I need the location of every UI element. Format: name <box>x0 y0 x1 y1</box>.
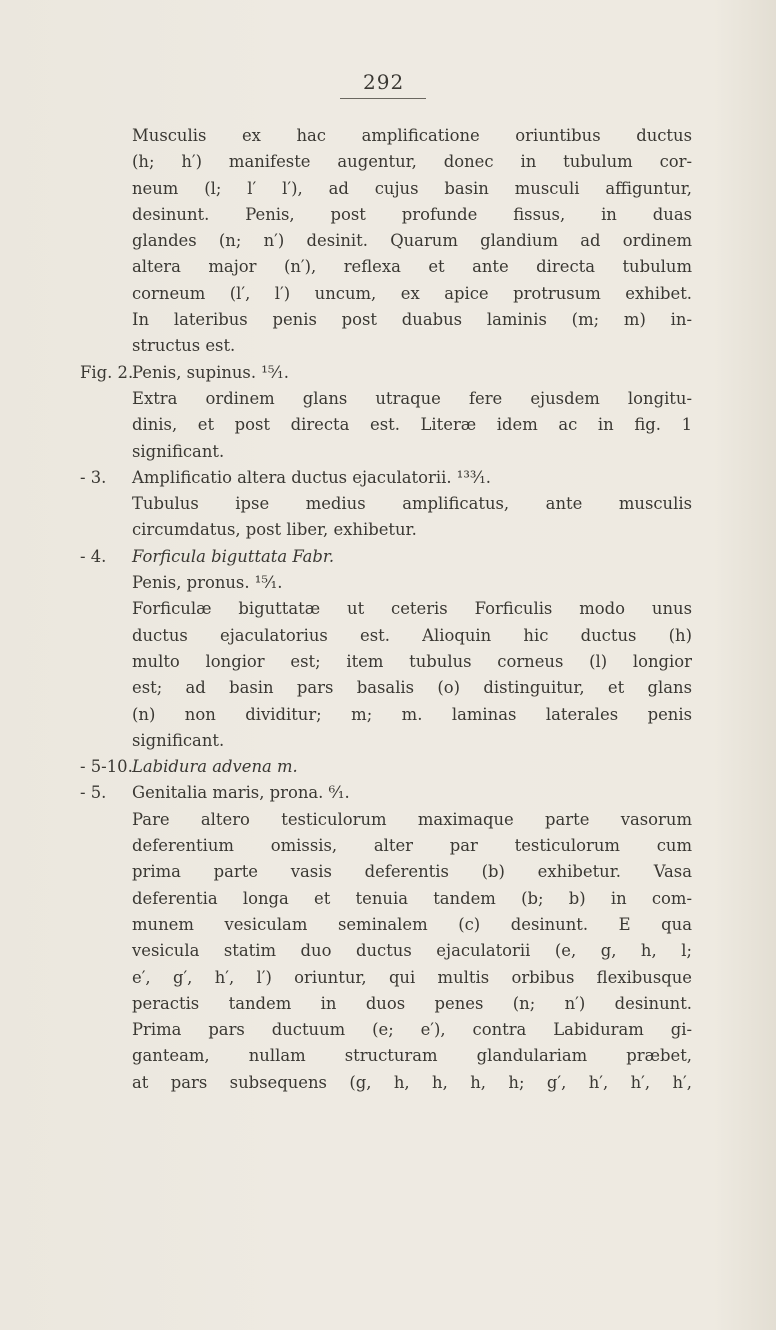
text-line: desinunt. Penis, post profunde fissus, in duas <box>132 204 692 224</box>
text-line: Tubulus ipse medius amplificatus, ante musculis <box>132 494 692 514</box>
text-line: In lateribus penis post duabus laminis (m; m) in- <box>132 310 692 330</box>
text-line: ganteam, nullam structuram glandulariam præbet, <box>132 1046 692 1066</box>
figure-caption-line: Fig. 2. Penis, supinus. ¹⁵⁄₁. <box>132 360 692 386</box>
figure-caption-line <box>80 754 692 780</box>
text-line: ductus ejaculatorius est. Alioquin hic ductus (h) <box>132 625 692 645</box>
text-line: peractis tandem in duos penes (n; n′) desinunt. <box>132 993 692 1013</box>
text-line: multo longior est; item tubulus corneus (l) longior <box>132 651 692 671</box>
text-line: altera major (n′), reflexa et ante directa tubulum <box>132 257 692 277</box>
species-name: Forficula biguttata Fabr. <box>132 546 335 566</box>
text-line: significant. <box>132 730 225 750</box>
text-line: dinis, et post directa est. Literæ idem ac in fig. 1 <box>132 415 692 435</box>
body-text <box>80 123 692 1096</box>
text-line: (n) non dividitur; m; m. laminas laterales penis <box>132 704 692 724</box>
figure-caption-line <box>80 544 692 570</box>
text-line: circumdatus, post liber, exhibetur. <box>132 520 417 540</box>
text-line: vesicula statim duo ductus ejaculatorii (e, g, h, l; <box>132 941 692 961</box>
text-line: glandes (n; n′) desinit. Quarum glandium ad ordinem <box>132 231 692 251</box>
text-line: structus est. <box>132 336 236 356</box>
text-line: deferentium omissis, alter par testiculorum cum <box>132 836 692 856</box>
text-line: at pars subsequens (g, h, h, h, h; g′, h′, h′, h′, <box>132 1072 692 1092</box>
species-name: Labidura advena m. <box>132 757 298 777</box>
text-line: (h; h′) manifeste augentur, donec in tubulum cor- <box>132 152 692 172</box>
text-line: corneum (l′, l′) uncum, ex apice protrusum exhibet. <box>132 283 692 303</box>
text-line: prima parte vasis deferentis (b) exhibetur. Vasa <box>132 862 692 882</box>
text-line: Pare altero testiculorum maximaque parte vasorum <box>132 809 692 829</box>
text-line: neum (l; l′ l′), ad cujus basin musculi affiguntur, <box>132 178 692 198</box>
figure-label: Fig. 2. <box>80 362 134 382</box>
text-line: e′, g′, h′, l′) oriuntur, qui multis orbibus flexibusque <box>132 967 692 987</box>
text-line: Penis, pronus. ¹⁵⁄₁. <box>132 573 283 593</box>
figure-label: - 4. <box>80 546 107 566</box>
text-line: Forficulæ biguttatæ ut ceteris Forficulis modo unus <box>132 599 692 619</box>
figure-label: - 3. <box>80 467 107 487</box>
text-line: munem vesiculam seminalem (c) desinunt. E qua <box>132 914 692 934</box>
text-line: Musculis ex hac amplificatione oriuntibus ductus <box>132 126 692 145</box>
figure-caption-line: - 3. Amplificatio altera ductus ejaculatorii. ¹³³⁄₁. <box>132 465 692 491</box>
page-number: 292 <box>363 70 405 94</box>
figure-caption-line: - 5. Genitalia maris, prona. ⁶⁄₁. <box>132 780 692 806</box>
figure-label: - 5. <box>80 783 107 803</box>
text-line: Prima pars ductuum (e; e′), contra Labiduram gi- <box>132 1020 692 1040</box>
figure-label: - 5-10. <box>80 757 133 777</box>
text-line: Extra ordinem glans utraque fere ejusdem longitu- <box>132 388 692 408</box>
text-line: significant. <box>132 441 225 461</box>
page-number-rule <box>340 98 426 99</box>
text-line: deferentia longa et tenuia tandem (b; b) in com- <box>132 888 692 908</box>
text-line: est; ad basin pars basalis (o) distinguitur, et glans <box>132 678 692 698</box>
